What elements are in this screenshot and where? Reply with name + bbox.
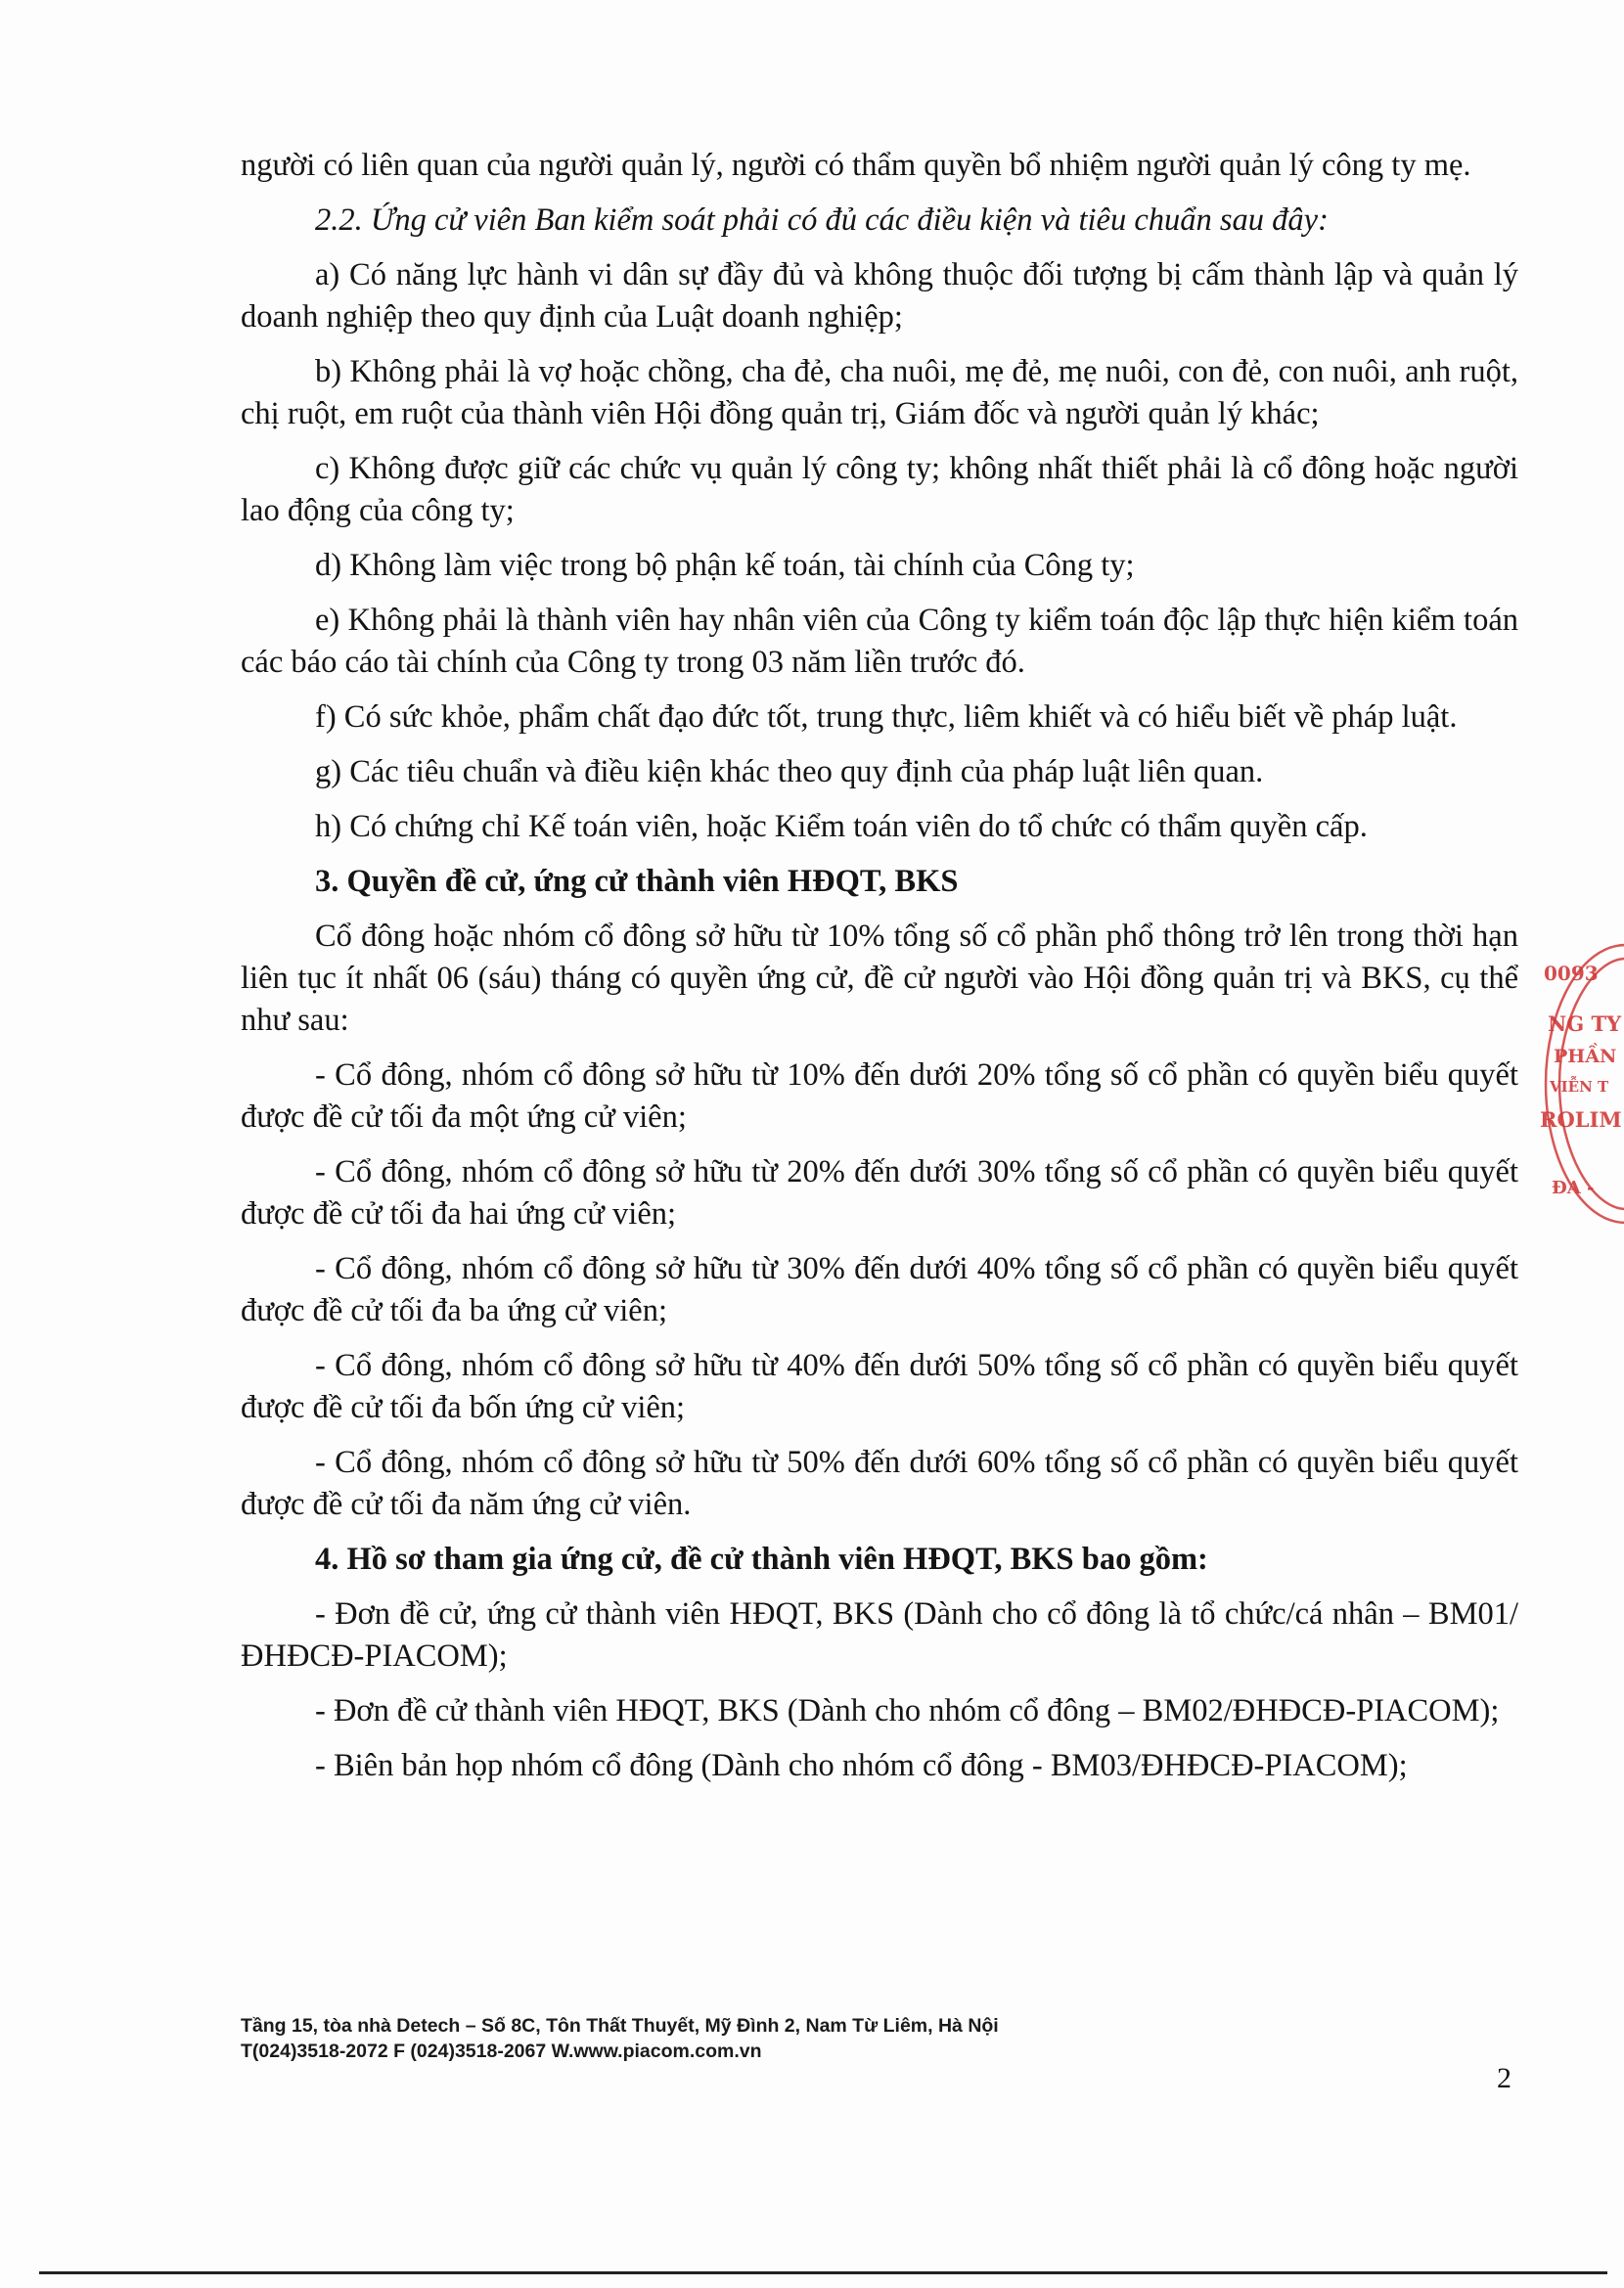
criterion-f: f) Có sức khỏe, phẩm chất đạo đức tốt, trung thực, liêm khiết và có hiểu biết về pháp luật. xyxy=(315,699,1458,735)
document-body xyxy=(241,145,1518,1800)
section-heading-4: 4. Hồ sơ tham gia ứng cử, đề cử thành viên HĐQT, BKS bao gồm: xyxy=(315,1542,1208,1577)
svg-text:VIỄN T: VIỄN T xyxy=(1550,1078,1609,1096)
subsection-heading-2-2: 2.2. Ứng cử viên Ban kiểm soát phải có đủ các điều kiện và tiêu chuẩn sau đây: xyxy=(315,202,1329,238)
paragraph-continuation: người có liên quan của người quản lý, người có thẩm quyền bổ nhiệm người quản lý công ty mẹ. xyxy=(241,148,1471,183)
dossier-item-3: - Biên bản họp nhóm cổ đông (Dành cho nhóm cổ đông - BM03/ĐHĐCĐ-PIACOM); xyxy=(315,1748,1408,1783)
nomination-rights-intro: Cổ đông hoặc nhóm cổ đông sở hữu từ 10% tổng số cổ phần phổ thông trở lên trong thời hạn liên tục ít nhất 06 (sáu) tháng có quyền ứng cử, đề cử người vào Hội đồng quản trị và BKS, cụ thể như sau: xyxy=(241,919,1518,1038)
criterion-c: c) Không được giữ các chức vụ quản lý công ty; không nhất thiết phải là cổ đông hoặc người lao động của công ty; xyxy=(241,451,1518,528)
criterion-a: a) Có năng lực hành vi dân sự đầy đủ và không thuộc đối tượng bị cấm thành lập và quản lý doanh nghiệp theo quy định của Luật doanh nghiệp; xyxy=(241,257,1518,335)
scan-bottom-edge xyxy=(39,2271,1607,2274)
criterion-b: b) Không phải là vợ hoặc chồng, cha đẻ, cha nuôi, mẹ đẻ, mẹ nuôi, con đẻ, con nuôi, anh ruột, chị ruột, em ruột của thành viên Hội đồng quản trị, Giám đốc và người quản lý khác; xyxy=(241,354,1518,431)
criterion-d: d) Không làm việc trong bộ phận kế toán, tài chính của Công ty; xyxy=(315,548,1135,583)
criterion-e: e) Không phải là thành viên hay nhân viên của Công ty kiểm toán độc lập thực hiện kiểm toán các báo cáo tài chính của Công ty trong 03 năm liền trước đó. xyxy=(241,603,1518,680)
footer-contact: T(024)3518-2072 F (024)3518-2067 W.www.piacom.com.vn xyxy=(241,2041,762,2062)
dossier-item-1: - Đơn đề cử, ứng cử thành viên HĐQT, BKS (Dành cho cổ đông là tổ chức/cá nhân – BM01/ĐHĐCĐ-PIACOM); xyxy=(241,1596,1518,1674)
nomination-tier-5: - Cổ đông, nhóm cổ đông sở hữu từ 50% đến dưới 60% tổng số cổ phần có quyền biểu quyết được đề cử tối đa năm ứng cử viên. xyxy=(241,1445,1518,1522)
nomination-tier-2: - Cổ đông, nhóm cổ đông sở hữu từ 20% đến dưới 30% tổng số cổ phần có quyền biểu quyết được đề cử tối đa hai ứng cử viên; xyxy=(241,1154,1518,1232)
company-seal-stamp xyxy=(1526,937,1624,1231)
nomination-tier-1: - Cổ đông, nhóm cổ đông sở hữu từ 10% đến dưới 20% tổng số cổ phần có quyền biểu quyết được đề cử tối đa một ứng cử viên; xyxy=(241,1057,1518,1135)
nomination-tier-3: - Cổ đông, nhóm cổ đông sở hữu từ 30% đến dưới 40% tổng số cổ phần có quyền biểu quyết được đề cử tối đa ba ứng cử viên; xyxy=(241,1251,1518,1328)
criterion-h: h) Có chứng chỉ Kế toán viên, hoặc Kiểm toán viên do tổ chức có thẩm quyền cấp. xyxy=(315,809,1368,844)
page-number: 2 xyxy=(1497,2062,1511,2094)
dossier-item-2: - Đơn đề cử thành viên HĐQT, BKS (Dành cho nhóm cổ đông – BM02/ĐHĐCĐ-PIACOM); xyxy=(315,1693,1500,1728)
svg-text:PHẦN: PHẦN xyxy=(1554,1046,1617,1067)
section-heading-3: 3. Quyền đề cử, ứng cử thành viên HĐQT, BKS xyxy=(315,864,959,899)
svg-text:ĐA -: ĐA - xyxy=(1552,1178,1595,1198)
nomination-tier-4: - Cổ đông, nhóm cổ đông sở hữu từ 40% đến dưới 50% tổng số cổ phần có quyền biểu quyết được đề cử tối đa bốn ứng cử viên; xyxy=(241,1348,1518,1425)
svg-text:NG TY: NG TY xyxy=(1548,1011,1622,1036)
svg-text:0093: 0093 xyxy=(1544,962,1599,985)
svg-text:ROLIM: ROLIM xyxy=(1540,1107,1622,1132)
footer-address: Tầng 15, tòa nhà Detech – Số 8C, Tôn Thất Thuyết, Mỹ Đình 2, Nam Từ Liêm, Hà Nội xyxy=(241,2015,999,2037)
criterion-g: g) Các tiêu chuẩn và điều kiện khác theo quy định của pháp luật liên quan. xyxy=(315,754,1264,789)
letterhead-footer xyxy=(241,2013,999,2064)
